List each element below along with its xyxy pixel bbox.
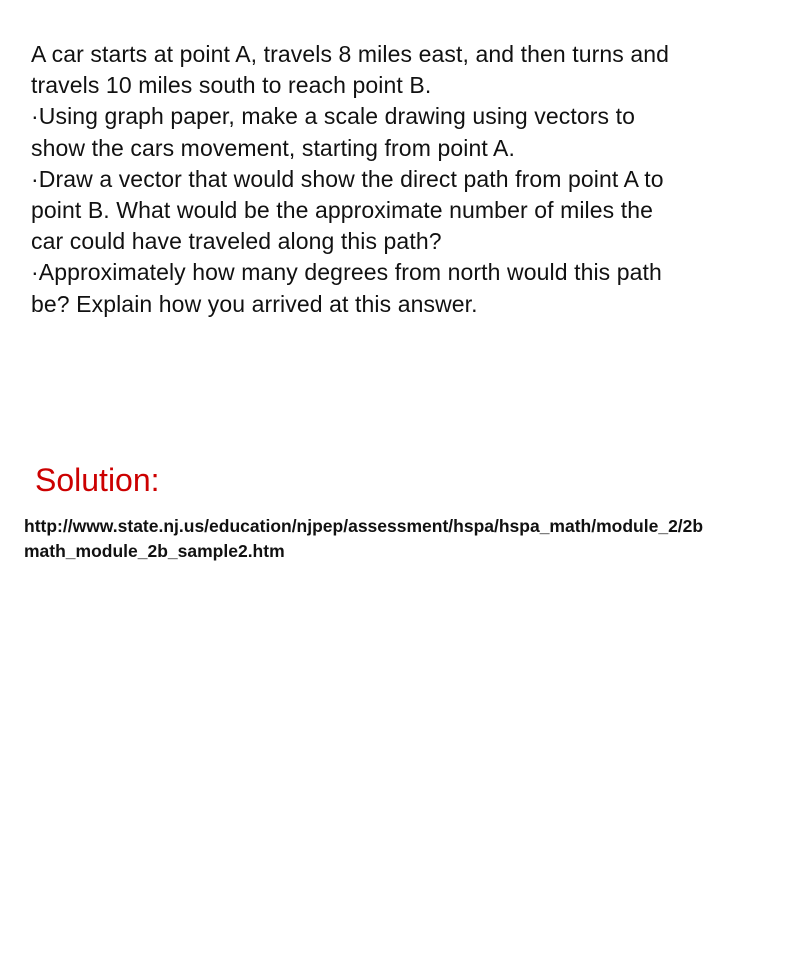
problem-line: point B. What would be the approximate number of miles the xyxy=(31,197,654,224)
source-link-line-1: http://www.state.nj.us/education/njpep/assessment/hspa/hspa_math/module_2/2b xyxy=(24,516,704,536)
solution-source-link[interactable] xyxy=(24,514,703,564)
problem-statement xyxy=(31,39,791,320)
problem-line: A car starts at point A, travels 8 miles east, and then turns and xyxy=(31,41,670,67)
problem-line: ·Draw a vector that would show the direct path from point A to xyxy=(31,165,664,192)
problem-line: car could have traveled along this path? xyxy=(31,228,442,255)
problem-line: ·Approximately how many degrees from north would this path xyxy=(31,259,662,286)
problem-line: ·Using graph paper, make a scale drawing using vectors to xyxy=(31,103,636,130)
source-link-line-2: math_module_2b_sample2.htm xyxy=(24,541,285,561)
solution-heading: Solution: xyxy=(35,462,160,498)
problem-line: show the cars movement, starting from point A. xyxy=(31,134,515,161)
problem-line: travels 10 miles south to reach point B. xyxy=(31,72,432,99)
problem-line: be? Explain how you arrived at this answer. xyxy=(31,290,478,317)
